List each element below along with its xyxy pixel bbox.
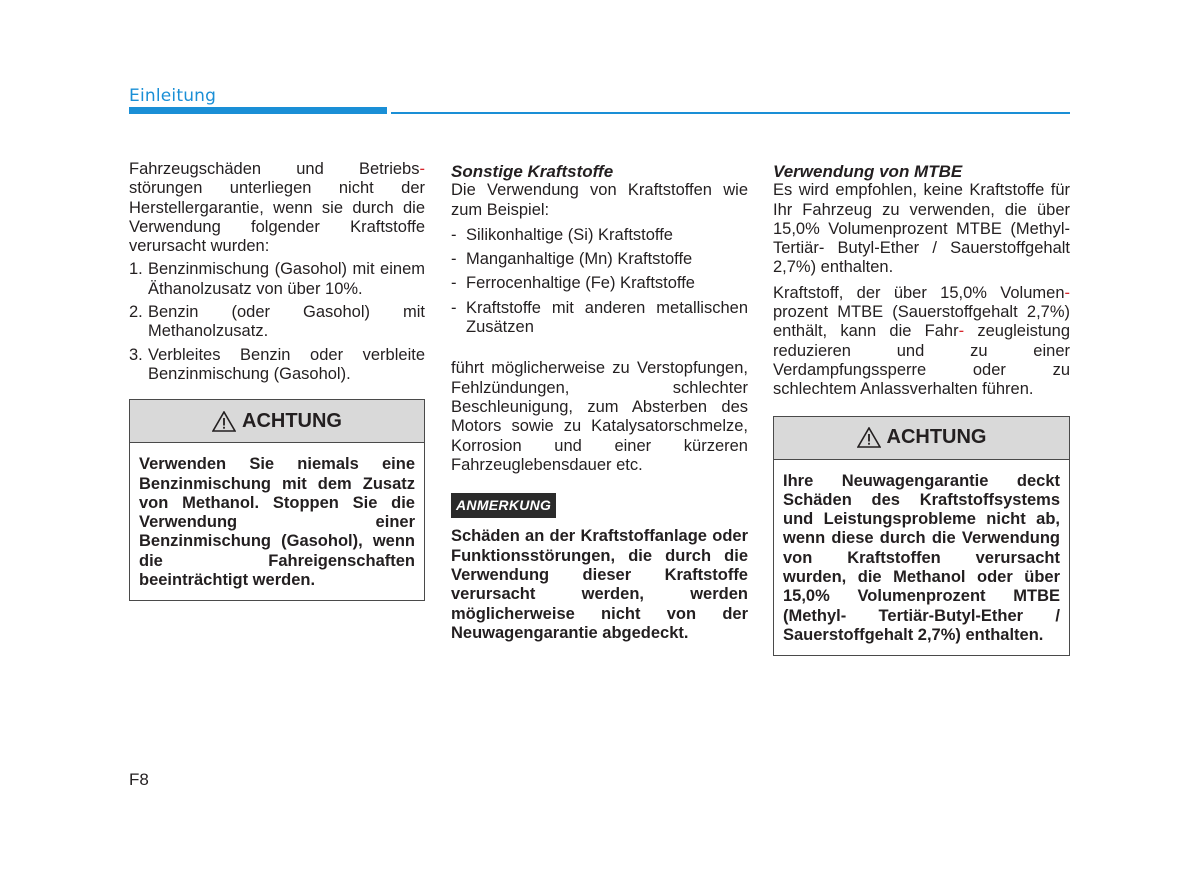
mtbe-paragraph-1: Es wird empfohlen, keine Kraftstoffe für Ihr Fahrzeug zu verwenden, die über 15,0% Volumenprozent MTBE (Methyl-Tertiär- Butyl-Ether / Sauerstoffgehalt 2,7%) enthalten.: [773, 181, 1070, 277]
fuel-damage-list: [129, 260, 425, 384]
warning-triangle-icon: [212, 411, 236, 432]
list-item: - Silikonhaltige (Si) Kraftstoffe: [451, 225, 673, 244]
other-fuels-list: [451, 226, 748, 337]
mtbe-paragraph-2: Kraftstoff, der über 15,0% Volumen- prozent MTBE (Sauerstoffgehalt 2,7%) enthält, kann die Fahr- zeugleistung reduzieren und zu einer Verdampfungssperre oder zu schlechtem Anlassverhalten führen.: [773, 283, 1070, 399]
warning-box-methanol: [129, 399, 425, 601]
column-left: [129, 160, 425, 601]
list-item: 1. Benzinmischung (Gasohol) mit einem Äthanolzusatz von über 10%.: [129, 260, 425, 298]
warning-text: Ihre Neuwagengarantie deckt Schäden des Kraftstoffsystems und Leistungsprobleme nicht ab, wenn diese durch die Verwendung von Kraftstoffen verursacht wurden, die Methanol oder über 15,0% Volumenprozent MTBE (Methyl- Tertiär-Butyl-Ether / Sauerstoffgehalt 2,7%) enthalten.: [783, 471, 1060, 644]
column-right: [773, 162, 1070, 656]
page-number: F8: [129, 770, 149, 789]
header-rule: [391, 112, 1070, 114]
column-middle: [451, 162, 748, 643]
list-item: - Ferrocenhaltige (Fe) Kraftstoffe: [451, 274, 695, 293]
list-item: 3. Verbleites Benzin oder verbleite Benzinmischung (Gasohol).: [129, 345, 425, 383]
list-item: 2. Benzin (oder Gasohol) mit Methanolzusatz.: [129, 303, 425, 341]
list-item: - Manganhaltige (Mn) Kraftstoffe: [451, 250, 693, 269]
intro-paragraph: Fahrzeugschäden und Betriebs- störungen unterliegen nicht der Herstellergarantie, wenn sie durch die Verwendung folgender Kraftstoffe verursacht wurden:: [129, 160, 425, 256]
consequence-paragraph: führt möglicherweise zu Verstopfungen, Fehlzündungen, schlechter Beschleunigung, zum Absterben des Motors sowie zu Katalysatorschmelze, Korrosion und einer kürzeren Fahrzeuglebensdauer etc.: [451, 359, 748, 474]
warning-title: ACHTUNG: [242, 409, 342, 432]
header-bar-accent: [129, 107, 387, 114]
list-item: - Kraftstoffe mit anderen metallischen Zusätzen: [451, 298, 748, 337]
heading-mtbe: Verwendung von MTBE: [773, 162, 963, 181]
note-label: ANMERKUNG: [451, 493, 556, 518]
section-title: Einleitung: [129, 86, 217, 106]
heading-other-fuels: Sonstige Kraftstoffe: [451, 162, 614, 181]
warning-box-mtbe: [773, 416, 1070, 657]
warning-title: ACHTUNG: [886, 425, 987, 448]
warning-header: [774, 417, 1069, 460]
warning-header: [130, 400, 424, 443]
warning-text: Verwenden Sie niemals eine Benzinmischung mit dem Zusatz von Methanol. Stoppen Sie die Verwendung einer Benzinmischung (Gasohol), wenn die Fahreigenschaften beeinträchtigt werden.: [139, 455, 415, 590]
note-text: Schäden an der Kraftstoffanlage oder Funktionsstörungen, die durch die Verwendung dieser Kraftstoffe verursacht werden, werden möglicherweise nicht von der Neuwagengarantie abgedeckt.: [451, 527, 748, 642]
other-fuels-intro: Die Verwendung von Kraftstoffen wie zum Beispiel:: [451, 181, 748, 219]
warning-triangle-icon: [857, 427, 881, 448]
